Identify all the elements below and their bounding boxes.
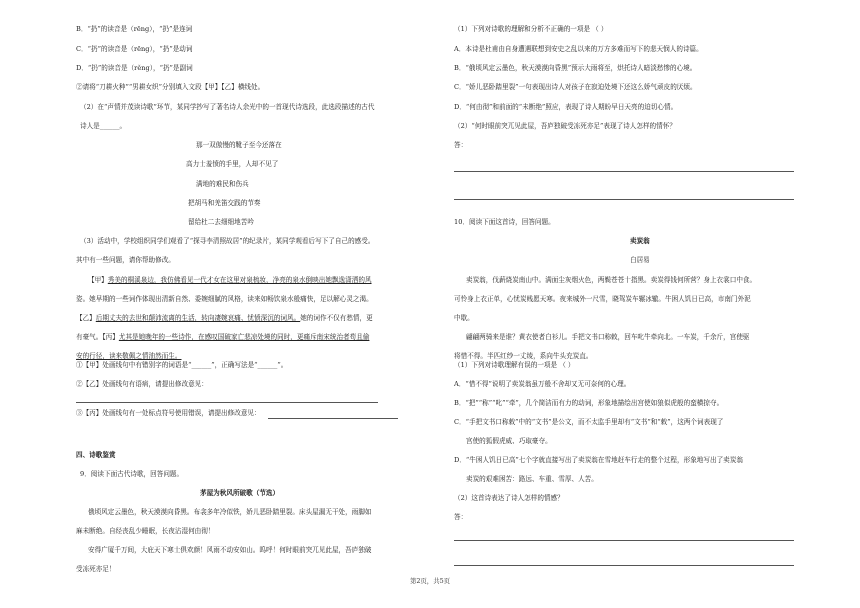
option-b: B．“俄顷风定云墨色，秋天漠漠向昏黑”预示大雨将至，烘托诗人暗淡愁惨的心境。: [454, 64, 697, 72]
poem-text: 俄顷风定云墨色，秋天漠漠向昏黑。布衾多年冷似铁，娇儿恶卧踏里裂。床头屋漏无干处，雨脚如: [88, 508, 372, 516]
poem-line: 满地的难民和伤兵: [196, 180, 249, 188]
option-c: C．“娇儿恶卧踏里裂”一句表现出诗人对孩子在寂迫处境下还这么娇气顽皮的厌烦。: [454, 83, 697, 91]
poem-text: 麻未断绝。自经丧乱少睡眠，长夜沾湿何由彻！: [76, 527, 215, 535]
answer-line: [454, 540, 794, 541]
poem-text: 安得广厦千万间，大庇天下寒士俱欢颜！风雨不动安如山。呜呼！何时眼前突兀见此屋，吾庐独破: [88, 546, 372, 554]
option-a: A．“惜不得”说明了卖炭翁虽万般不舍却又无可奈何的心理。: [454, 380, 631, 388]
question-10: 10．阅读下面这首诗，回答问题。: [454, 218, 555, 226]
answer-line: [454, 199, 794, 200]
poem-text: 中歇。: [454, 314, 474, 322]
poet-blank: 诗人是______。: [80, 122, 127, 130]
poem-line: 那一双傲慢的靴子至今还落在: [196, 141, 282, 149]
poem-text: 可怜身上衣正单，心忧炭贱愿天寒。夜来城外一尺雪，晓驾炭车辗冰辙。牛困人饥日已高，市南门外泥: [454, 295, 751, 303]
paragraph-jia: 【甲】秀美的桐溪泉边，我仿佛看见一代才女在这里对泉梳妆，净亮的泉水倒映出她飘逸潇洒的风: [88, 276, 372, 284]
answer-line: [268, 418, 398, 419]
option-d: D．“扔”的读音是（rěng），“扔”是副词: [76, 64, 193, 72]
option-a: A．本诗是杜甫由自身遭遇联想到安史之乱以来的万方多难而写下的悲天悯人的诗篇。: [454, 45, 703, 53]
answer-line: [76, 402, 378, 403]
poem-line: 把胡马和羌笛交践的节奏: [188, 199, 261, 207]
sub-question-2: ②【乙】处画线句有语病，请提出修改意见：: [76, 380, 208, 388]
answer-line: [454, 171, 794, 172]
sub-question-3: ③【丙】处画线句有一处标点符号使用错误，请提出修改意见：: [76, 409, 261, 417]
poem-text: 卖炭翁，伐薪烧炭南山中。满面尘灰烟火色，两鬓苍苍十指黑。卖炭得钱何所营？身上衣裳口中食。: [466, 276, 757, 284]
question-2b: （2）这首诗表达了诗人怎样的情感？: [454, 494, 564, 502]
poem-author: 白居易: [630, 256, 650, 264]
option-d: D．“何由彻”和前面的“未断绝”照应，表现了诗人期盼早日天亮的迫切心情。: [454, 103, 678, 111]
poem-title: 茅屋为秋风所破歌（节选）: [200, 489, 280, 497]
option-b: B．“把”“称”“叱”“牵”，几个简洁而有力的动词，形象地描绘出宫使如狼似虎般的蛮横掠夺。: [454, 399, 724, 407]
option-d-cont: 卖炭的艰难困苦：路远、车重、雪厚、人苦。: [466, 475, 598, 483]
paragraph-jia-cont: 姿。她早期的一些词作体现出清新自然、委婉细腻的风格，读来如畅饮泉水般痛快，足以解心灵之渴。: [76, 295, 373, 303]
sub-question-1: ①【甲】处画线句中有错别字的词语是“______”，正确写法是“______”。: [76, 361, 288, 369]
section-heading: 四、诗歌鉴赏: [76, 451, 116, 459]
poem-text: 受冻死亦足！: [76, 565, 116, 573]
paragraph-yi: 【乙】后期丈夫的去世和颠沛流离的生活，转向凄婉哀痛、忧愤深沉的词风。她的词作不仅有愁情，更: [76, 314, 373, 322]
question-section-2: （2）在“声情并茂读诗歌”环节，某同学抄写了著名诗人余光中的一首现代诗选段，此选段描述的古代: [80, 103, 375, 111]
poem-text: 翩翩两骑来是谁？黄衣使者白衫儿。手把文书口称敕，回车叱牛牵向北。一车炭，千余斤，宫使驱: [466, 333, 750, 341]
question-1: （1）下列对诗歌的理解和分析不正确的一项是 （ ）: [454, 25, 608, 33]
option-c: C．“扔”的读音是（rēng），“扔”是动词: [76, 45, 193, 53]
question-section-3-cont: 其中有一些问题，请你帮助修改。: [76, 256, 175, 264]
option-c: C．“手把文书口称敕”中的“文书”是公文，而不太监手里却有“文书”和“敕”，这两个词表现了: [454, 418, 724, 426]
answer-label: 答：: [454, 141, 468, 149]
option-b: B．“扔”的读音是（rēng），“扔”是连词: [76, 25, 193, 33]
page-number: 第2页，共5页: [409, 577, 451, 585]
answer-label: 答：: [454, 513, 468, 521]
poem-line: 高力士羞愤的手里，人却不见了: [186, 160, 279, 168]
poem-line: 留给杜二去细细地苦吟: [188, 218, 254, 226]
paragraph-bing: 有豪气。【丙】尤其是她晚年的一些诗作，在感叹国破家亡悲凉处境的同时，更痛斥南宋统治者苟且偷: [76, 333, 370, 341]
question-1b: （1）下列对诗歌理解有误的一项是 （ ）: [454, 361, 575, 369]
question-2: （2）“何时眼前突兀见此屋，吾庐独破受冻死亦足”表现了诗人怎样的情怀？: [454, 122, 676, 130]
answer-line: [454, 565, 794, 566]
question-9: 9．阅读下面古代诗歌，回答问题。: [80, 470, 184, 478]
question-2: ②请将“刀耕火种”“男耕女织”分别填入文段【甲】【乙】横线处。: [76, 83, 265, 91]
poem-text: 将惜不得。半匹红纱一丈绫，系向牛头充炭直。: [454, 352, 593, 360]
poem-title: 卖炭翁: [630, 237, 650, 245]
option-c-cont: 宫使的狐假虎威、巧取豪夺。: [466, 437, 552, 445]
paragraph-bing-cont: 安的行径，读来敬佩之情油然而生。: [76, 352, 182, 360]
option-d: D．“牛困人饥日已高”七个字就直接写出了卖炭翁在雪地赶车行走的整个过程，形象地写出了卖炭翁: [454, 456, 743, 464]
question-section-3: （3）活动中，学校组织同学们观看了“探寻李清照故居”的纪录片，某同学观看后写下了自己的感受。: [80, 237, 375, 245]
